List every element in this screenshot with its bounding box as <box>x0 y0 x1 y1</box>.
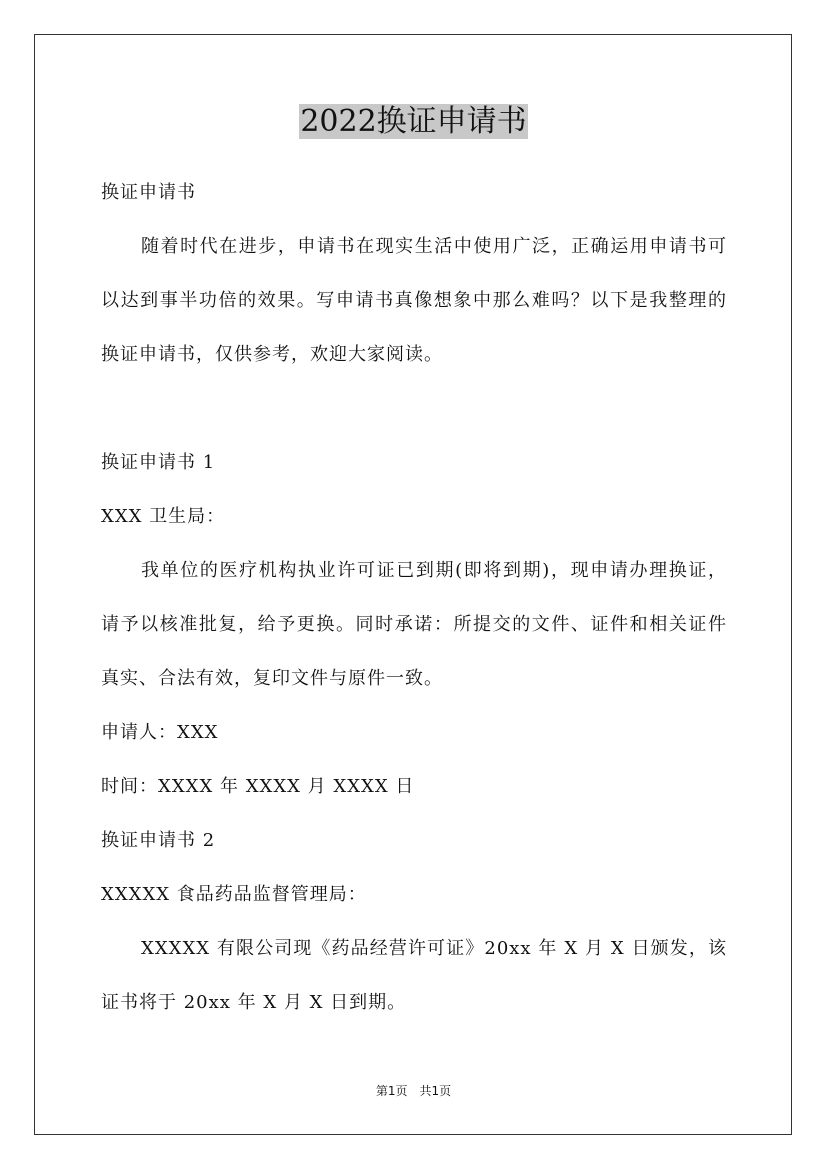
heading: 换证申请书 <box>101 182 196 203</box>
page-footer <box>0 1082 827 1099</box>
section1-addressee: XXX 卫生局： <box>101 506 226 527</box>
section1-date: 时间：XXXX 年 XXXX 月 XXXX 日 <box>101 776 415 797</box>
document-title-text: 2022换证申请书 <box>300 104 527 139</box>
section2-heading: 换证申请书 2 <box>101 830 216 851</box>
document-title <box>0 100 827 144</box>
blank-line <box>101 382 727 436</box>
intro-paragraph: 随着时代在进步，申请书在现实生活中使用广泛，正确运用申请书可以达到事半功倍的效果。写申请书真像想象中那么难吗？以下是我整理的换证申请书，仅供参考，欢迎大家阅读。 <box>101 236 727 365</box>
section1-applicant: 申请人：XXX <box>101 722 219 743</box>
section2-body: XXXXX 有限公司现《药品经营许可证》20xx 年 X 月 X 日颁发，该证书将于 20xx 年 X 月 X 日到期。 <box>101 938 727 1013</box>
page-number: 第1页 共1页 <box>375 1084 452 1098</box>
section1-heading: 换证申请书 1 <box>101 452 216 473</box>
section1-body: 我单位的医疗机构执业许可证已到期(即将到期)，现申请办理换证，请予以核准批复，给予更换。同时承诺：所提交的文件、证件和相关证件真实、合法有效，复印文件与原件一致。 <box>101 560 727 689</box>
section2-addressee: XXXXX 食品药品监督管理局： <box>101 884 367 905</box>
document-body <box>101 166 727 1030</box>
